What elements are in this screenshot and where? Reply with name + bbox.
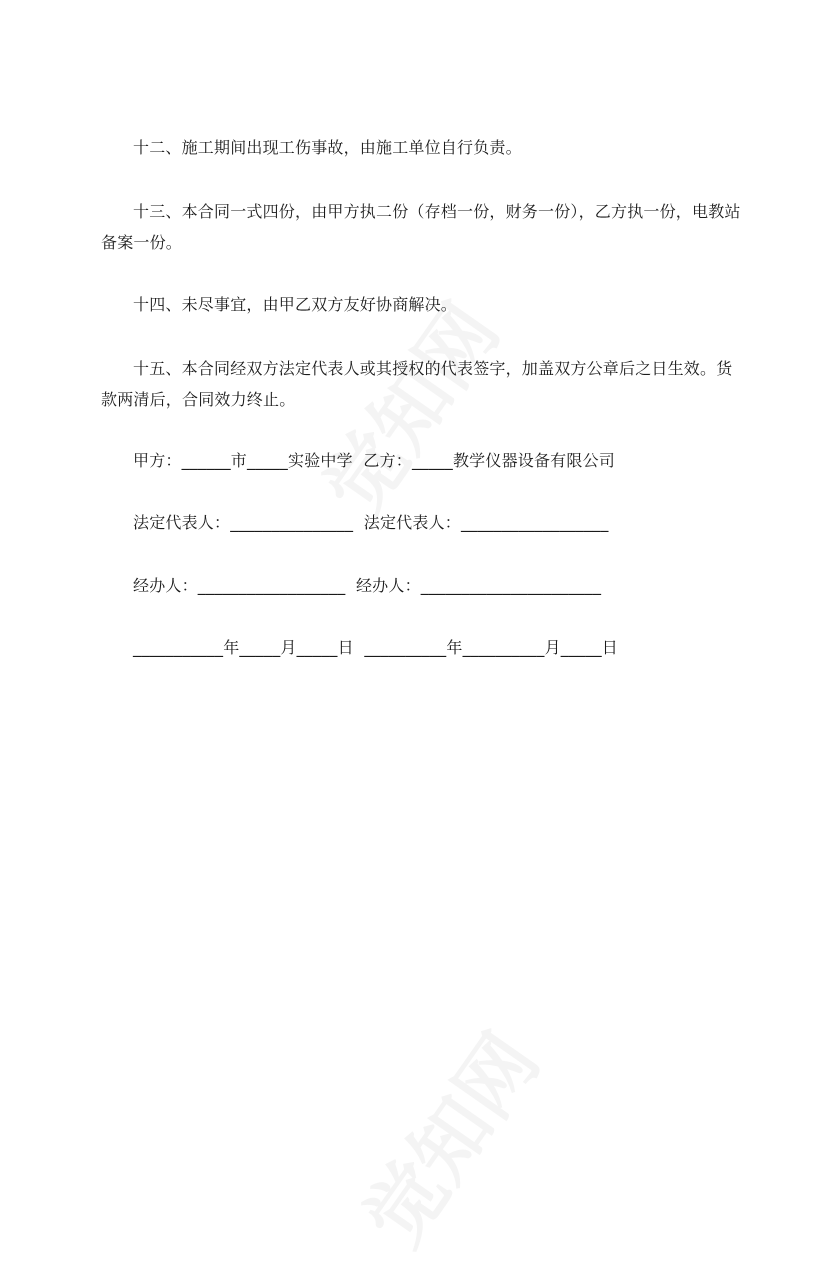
clause-12: 十二、施工期间出现工伤事故，由施工单位自行负责。 [133, 138, 522, 157]
clause-14: 十四、未尽事宜，由甲乙双方友好协商解决。 [133, 295, 458, 314]
signature-parties-line: 甲方：______市_____实验中学 乙方：_____教学仪器设备有限公司 [133, 451, 615, 470]
signature-handler-line: 经办人：__________________ 经办人：______________________ [133, 576, 602, 595]
signature-legal-rep-line: 法定代表人：_______________ 法定代表人：__________________ [133, 513, 609, 532]
watermark [334, 1008, 560, 1264]
signature-date-line: ___________年_____月_____日 __________年__________月_____日 [133, 638, 618, 657]
clause-15: 十五、本合同经双方法定代表人或其授权的代表签字，加盖双方公章后之日生效。货款两清后，合同效力终止。 [101, 359, 733, 409]
clause-13: 十三、本合同一式四份，由甲方执二份（存档一份，财务一份），乙方执一份，电教站备案一份。 [101, 202, 741, 252]
